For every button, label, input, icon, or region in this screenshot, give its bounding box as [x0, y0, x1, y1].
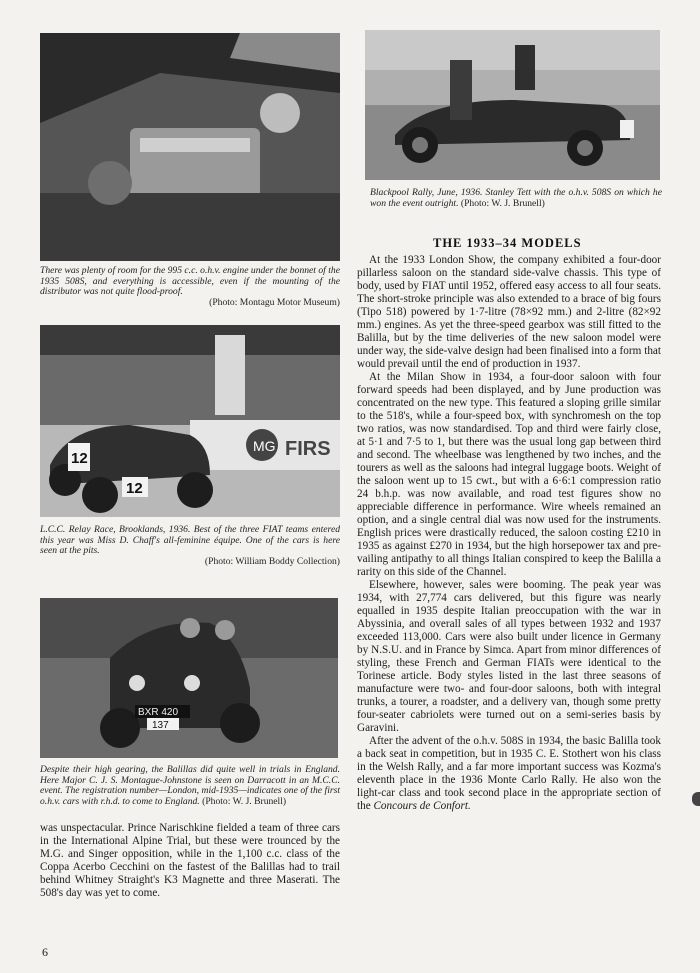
sign-mg: MG — [253, 438, 276, 454]
left-bottom-text — [40, 822, 340, 900]
engine-caption: There was plenty of room for the 995 c.c. o.h.v. engine under the bonnet of the 1935 508S, and everything is accessible, even if the mounting of the distributor was not quite flood-proof. (Photo: Montagu Motor Museum) — [40, 265, 340, 308]
plate-number: 137 — [152, 720, 169, 731]
car-number-right: 12 — [126, 480, 143, 497]
paragraph-1: At the 1933 London Show, the company exhibited a four-door pillarless saloon on the standard side-valve chassis. This type of body, used by FIAT until 1952, offered easy access to all four seats. The short-stroke principle was also extended to a brace of big fours (Tipo 518) powered by 1·7-litre (78×92 mm.) and 2-litre (82×92 mm.) engines. As yet the three-speed gearbox was still fitted to the Balilla, but by the time deliveries of the new saloon model were under way, the side-valve design had been finalised into a form that would prevail until the end of production in 1937. — [357, 254, 661, 370]
trial-photo — [40, 598, 338, 758]
page-number: 6 — [42, 945, 48, 959]
rally-caption: Blackpool Rally, June, 1936. Stanley Tett with the o.h.v. 508S on which he won the event outright. (Photo: W. J. Brunell) — [370, 187, 662, 209]
page-edge-mark — [692, 792, 700, 806]
plate-text: BXR 420 — [138, 707, 179, 718]
concours-title: Concours de Confort. — [373, 800, 471, 812]
right-column — [357, 254, 661, 813]
engine-photo — [40, 33, 340, 261]
paragraph-3: Elsewhere, however, sales were booming. The peak year was 1934, with 27,774 cars delivered, but this figure was nearly equalled in 1935 despite Italian preoccupation with the war in Abyssinia, and overall sales of all types between 1932 and 1937 exceeded 113,000. Cars were also built under licence in Germany by N.S.U. and in France by Simca. Apart from minor differences of styling, these French and German FIATs were identical to the Torinese article. Body styles listed in the last three seasons of manufacture were two- and four-door saloons, both with integral trunks, a tourer, a roadster, and a delivery van, though some pretty four-seater cabriolets were turned out on a semi-series basis by Garavini. — [357, 579, 661, 734]
relay-caption: L.C.C. Relay Race, Brooklands, 1936. Best of the three FIAT teams entered this year was Miss D. Chaff's all-feminine équipe. One of the cars is here seen at the pits. (Photo: William Boddy Collection) — [40, 524, 340, 567]
paragraph-2: At the Milan Show in 1934, a four-door saloon with four forward speeds had been displayed, and by June production was concentrated on the new type. This featured a sloping grille similar to the 518's, while a four-speed box, with synchromesh on the top two ratios, was now standardised. Top and third were fairly close, at 5·1 and 7·5 to 1, but there was the usual long gap between third and second. The wheelbase was lengthened by two inches, and the tourers as well as the saloons had integral luggage boots. Weight of the saloon went up to 15 cwt., but with a 6·6:1 compression ratio 24 b.h.p. was now available, and road test figures show no appreciable difference in performance. Wire wheels remained an option, and a single central dial was now used for the instruments. English prices were drastically reduced, the saloon costing £210 in 1935 as against £270 in 1934, but the high horsepower tax and pre-vailing antipathy to all things Italian conspired to keep the Balilla a rarity on this side of the Channel. — [357, 371, 661, 578]
paragraph-4: After the advent of the o.h.v. 508S in 1934, the basic Balilla took a back seat in competition, but in 1935 C. E. Stothert won his class in the Welsh Rally, and a far more important success was Kozma's eleventh place in the 1936 Monte Carlo Rally. He also won the light-car class and took second place in the appropriate section of the Concours de Confort. — [357, 735, 661, 812]
left-bottom-paragraph: was unspectacular. Prince Narischkine fielded a team of three cars in the International Alpine Trial, but these were trounced by the M.G. and Singer opposition, while in the 1,100 c.c. class of the Coppa Acerbo Cecchini on the fastest of the Balillas had to trail behind Whitney Straight's K3 Magnette and three Maserati. The 508's day was yet to come. — [40, 822, 340, 899]
relay-photo — [40, 325, 340, 517]
sign-firs: FIRS — [285, 438, 331, 460]
section-heading: THE 1933–34 MODELS — [433, 236, 582, 250]
rally-photo — [365, 30, 660, 180]
car-number-left: 12 — [71, 450, 88, 467]
trial-caption: Despite their high gearing, the Balillas did quite well in trials in England. Here Major C. J. S. Montague-Johnstone is seen on Darracott in an M.C.C. event. The registration number—London, mid-1935—indicates one of the first o.h.v. cars with r.h.d. to come to England. (Photo: W. J. Brunell) — [40, 764, 340, 807]
